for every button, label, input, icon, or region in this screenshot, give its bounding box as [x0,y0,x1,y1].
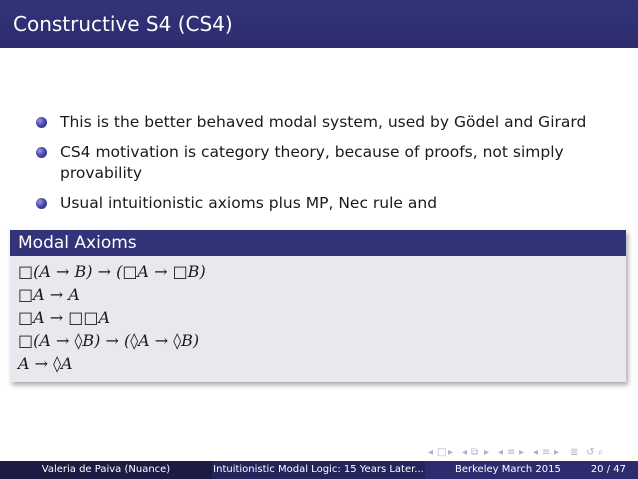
axiom-formula: □A → □□A [18,308,111,327]
bullet-list [36,112,626,223]
slide-title-bar [0,0,638,48]
nav-back-icon[interactable]: ◂ [498,447,504,458]
axiom-formula: □A → A [18,285,80,304]
bullet-text: This is the better behaved modal system, used by Gödel and Girard [60,113,587,131]
footer-bar [0,461,638,479]
nav-section-icon[interactable]: ≡ [507,447,516,458]
bullet-item [36,142,626,184]
nav-frame-icon[interactable]: □ [437,447,447,458]
bullet-ball-icon [36,147,47,158]
bullet-item [36,193,626,214]
axiom-formula: A → ◊A [18,354,73,373]
bullet-ball-icon [36,198,47,209]
nav-subsection-icon[interactable]: ⧉ [471,447,479,458]
modal-axioms-block [10,230,626,382]
nav-search-icon[interactable]: ⌕ [598,447,604,458]
nav-forward-icon[interactable]: ▸ [519,447,525,458]
nav-search-icon[interactable]: ↺ [586,447,595,458]
nav-back-icon[interactable]: ◂ [533,447,539,458]
footer-author: Valeria de Paiva (Nuance) [0,461,212,479]
nav-back-icon[interactable]: ◂ [428,447,434,458]
nav-forward-icon[interactable]: ▸ [448,447,454,458]
nav-slide-icon[interactable]: ≣ [570,447,579,458]
nav-section-icon[interactable]: ≡ [542,447,551,458]
block-title: Modal Axioms [10,230,626,256]
slide-title: Constructive S4 (CS4) [13,12,233,36]
footer-page-number: 20 / 47 [590,464,626,475]
axiom-line [18,283,626,306]
footer-venue-page [425,461,638,479]
bullet-text: Usual intuitionistic axioms plus MP, Nec rule and [60,194,438,212]
block-body [10,256,626,382]
bullet-text: CS4 motivation is category theory, because of proofs, not simply provability [60,143,564,182]
bullet-item [36,112,626,133]
axiom-formula: □(A → B) → (□A → □B) [18,262,206,281]
footer-venue: Berkeley March 2015 [455,464,561,475]
footer-talk-title: Intuitionistic Modal Logic: 15 Years Later... [212,461,425,479]
nav-back-icon[interactable]: ◂ [462,447,468,458]
bullet-ball-icon [36,117,47,128]
axiom-line [18,329,626,352]
axiom-line [18,352,626,375]
axiom-formula: □(A → ◊B) → (◊A → ◊B) [18,331,200,350]
axiom-line [18,306,626,329]
nav-forward-icon[interactable]: ▸ [554,447,560,458]
beamer-navigation [428,447,628,459]
nav-forward-icon[interactable]: ▸ [484,447,490,458]
axiom-line [18,260,626,283]
